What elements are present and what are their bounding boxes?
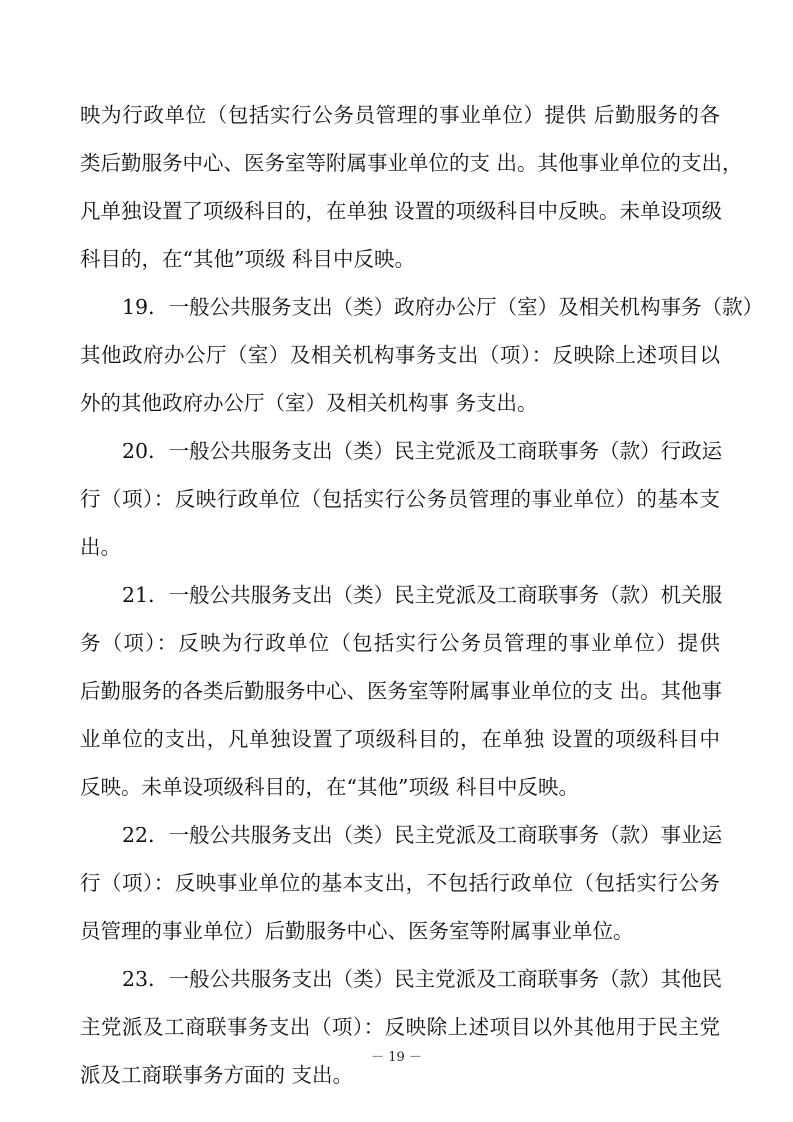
paragraph-22-start: 22．一般公共服务支出（类）民主党派及工商联事务（款）事业运 [122, 823, 723, 847]
text-line: 后勤服务的各类后勤服务中心、医务室等附属事业单位的支 出。其他事 [80, 679, 723, 703]
paragraph-23-start: 23．一般公共服务支出（类）民主党派及工商联事务（款）其他民 [122, 967, 723, 991]
paragraph-20-start: 20．一般公共服务支出（类）民主党派及工商联事务（款）行政运 [122, 439, 723, 463]
text-line: 业单位的支出，凡单独设置了项级科目的，在单独 设置的项级科目中 [80, 727, 720, 751]
text-line: 反映。未单设项级科目的，在“其他”项级 科目中反映。 [80, 775, 579, 799]
paragraph-21-start: 21．一般公共服务支出（类）民主党派及工商联事务（款）机关服 [122, 583, 723, 607]
text-line: 主党派及工商联事务支出（项）：反映除上述项目以外其他用于民主党 [80, 1015, 720, 1039]
text-line: 行（项）：反映事业单位的基本支出，不包括行政单位（包括实行公务 [80, 871, 720, 895]
page-number: － 19 － [371, 1050, 422, 1065]
text-line: 类后勤服务中心、医务室等附属事业单位的支 出。其他事业单位的支出， [80, 151, 743, 175]
paragraph-19-start: 19．一般公共服务支出（类）政府办公厅（室）及相关机构事务（款） [122, 295, 764, 319]
text-line: 映为行政单位（包括实行公务员管理的事业单位）提供 后勤服务的各 [80, 103, 720, 127]
text-line: 科目的，在“其他”项级 科目中反映。 [80, 247, 415, 271]
text-line: 出。 [80, 535, 121, 559]
text-line: 务（项）：反映为行政单位（包括实行公务员管理的事业单位）提供 [80, 631, 720, 655]
text-line: 其他政府办公厅（室）及相关机构事务支出（项）：反映除上述项目以 [80, 343, 720, 367]
text-line: 员管理的事业单位）后勤服务中心、医务室等附属事业单位。 [80, 919, 634, 943]
text-line: 凡单独设置了项级科目的，在单独 设置的项级科目中反映。未单设项级 [80, 199, 723, 223]
text-line: 派及工商联事务方面的 支出。 [80, 1063, 354, 1087]
text-line: 行（项）：反映行政单位（包括实行公务员管理的事业单位）的基本支 [80, 487, 720, 511]
text-line: 外的其他政府办公厅（室）及相关机构事 务支出。 [80, 391, 538, 415]
